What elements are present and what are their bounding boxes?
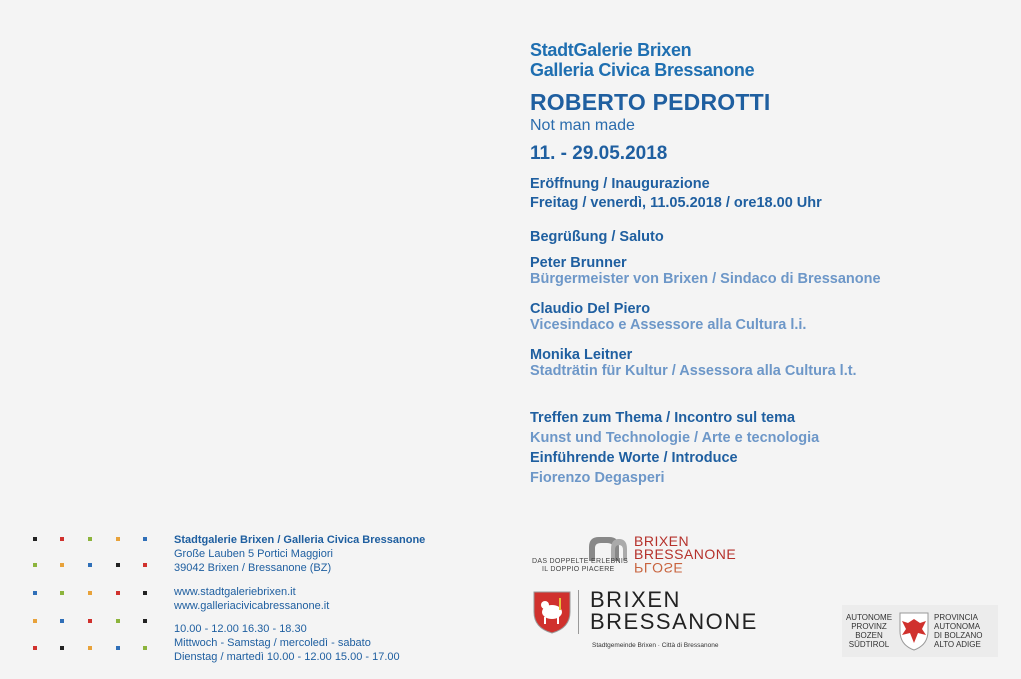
- province-line: PROVINCIA: [934, 613, 979, 622]
- plose-brixen: BRIXEN: [634, 533, 690, 549]
- province-line: PROVINZ: [851, 622, 887, 631]
- city-brixen: BRIXEN: [590, 587, 681, 612]
- speaker-name: Monika Leitner: [530, 347, 633, 363]
- talk-heading: Treffen zum Thema / Incontro sul tema: [530, 410, 796, 426]
- city-caption: Stadtgemeinde Brixen · Città di Bressanone: [592, 642, 719, 649]
- city-bressanone: BRESSANONE: [590, 609, 758, 634]
- coat-of-arms-icon: [532, 590, 572, 634]
- gallery-name-it: Galleria Civica Bressanone: [530, 60, 755, 80]
- contact-address2: 39042 Brixen / Bressanone (BZ): [174, 562, 332, 574]
- opening-datetime: Freitag / venerdì, 11.05.2018 / ore18.00 Uhr: [530, 195, 822, 211]
- plose-plose: PLOSE: [634, 560, 684, 576]
- opening-heading: Eröffnung / Inaugurazione: [530, 176, 710, 192]
- exhibition-dates: 11. - 29.05.2018: [530, 143, 668, 164]
- city-name: [590, 589, 758, 633]
- speaker-name: Peter Brunner: [530, 255, 627, 271]
- talk-topic: Kunst und Technologie / Arte e tecnologia: [530, 430, 820, 446]
- website-link[interactable]: www.stadtgaleriebrixen.it: [174, 586, 296, 598]
- opening-hours: Mittwoch - Samstag / mercoledì - sabato: [174, 637, 371, 649]
- city-logo: [532, 587, 758, 652]
- opening-hours: 10.00 - 12.00 16.30 - 18.30: [174, 623, 307, 635]
- artist-name: ROBERTO PEDROTTI: [530, 89, 771, 115]
- province-line: AUTONOMA: [934, 622, 981, 631]
- province-name-it: [934, 613, 982, 649]
- intro-name: Fiorenzo Degasperi: [530, 470, 665, 486]
- exhibition-title: Not man made: [530, 117, 635, 134]
- greeting-heading: Begrüßung / Saluto: [530, 229, 664, 245]
- opening-hours: Dienstag / martedì 10.00 - 12.00 15.00 - 17.00: [174, 651, 400, 663]
- gallery-name-de: StadtGalerie Brixen: [530, 40, 692, 60]
- speaker-role: Bürgermeister von Brixen / Sindaco di Bressanone: [530, 271, 881, 287]
- website-link[interactable]: www.galleriacivicabressanone.it: [174, 600, 330, 612]
- eagle-icon: [898, 611, 930, 651]
- contact-address1: Große Lauben 5 Portici Maggiori: [174, 548, 333, 560]
- contact-name: Stadtgalerie Brixen / Galleria Civica Bressanone: [174, 534, 426, 546]
- dot-grid: [0, 0, 160, 679]
- speaker-name: Claudio Del Piero: [530, 301, 651, 317]
- province-line: AUTONOME: [845, 613, 893, 622]
- plose-bressanone: BRESSANONE: [634, 546, 737, 562]
- province-line: BOZEN: [855, 631, 883, 640]
- plose-logo: [532, 532, 737, 576]
- province-line: ALTO ADIGE: [934, 640, 981, 649]
- plose-name: [634, 535, 736, 574]
- speaker-role: Stadträtin für Kultur / Assessora alla Cultura l.t.: [530, 363, 857, 379]
- province-line: SÜDTIROL: [848, 640, 890, 649]
- province-name-de: [845, 613, 893, 649]
- speaker-role: Vicesindaco e Assessore alla Cultura l.i.: [530, 317, 807, 333]
- intro-heading: Einführende Worte / Introduce: [530, 450, 738, 466]
- contact-block: [174, 533, 425, 664]
- plose-tagline: IL DOPPIO PIACERE: [542, 566, 615, 573]
- province-logo: [842, 605, 998, 657]
- province-line: DI BOLZANO: [934, 631, 983, 640]
- plose-tagline: DAS DOPPELTE ERLEBNIS: [532, 558, 629, 565]
